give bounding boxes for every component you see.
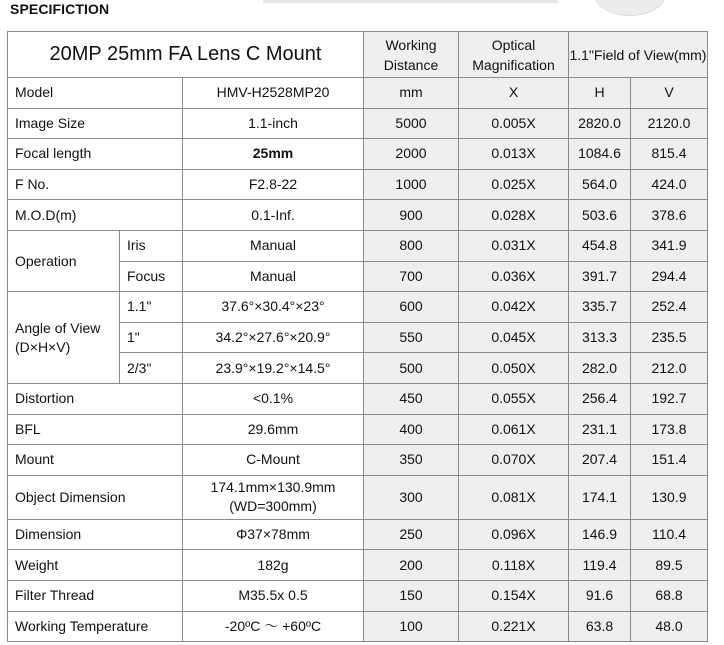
fov-v-cell: 424.0 bbox=[631, 169, 708, 200]
table-row bbox=[8, 611, 708, 642]
spec-label: Mount bbox=[8, 445, 183, 476]
spec-value: Φ37×78mm bbox=[183, 519, 364, 550]
spec-label: F No. bbox=[8, 169, 183, 200]
spec-label: BFL bbox=[8, 414, 183, 445]
mag-cell: 0.081X bbox=[459, 475, 569, 519]
spec-value: 25mm bbox=[183, 139, 364, 170]
spec-label: Image Size bbox=[8, 108, 183, 139]
spec-label: Weight bbox=[8, 550, 183, 581]
spec-value: 37.6°×30.4°×23° bbox=[183, 292, 364, 323]
fov-h-cell: 256.4 bbox=[569, 383, 631, 414]
table-header-row bbox=[8, 32, 708, 78]
spec-value: 34.2°×27.6°×20.9° bbox=[183, 322, 364, 353]
spec-label: Operation bbox=[8, 230, 120, 291]
fov-h-cell: 207.4 bbox=[569, 445, 631, 476]
table-row bbox=[8, 475, 708, 519]
fov-v-cell: 252.4 bbox=[631, 292, 708, 323]
wd-cell: 550 bbox=[364, 322, 459, 353]
fov-v-cell: 294.4 bbox=[631, 261, 708, 292]
fov-h-cell: 63.8 bbox=[569, 611, 631, 642]
fov-h-cell: 282.0 bbox=[569, 353, 631, 384]
fov-v-cell: 173.8 bbox=[631, 414, 708, 445]
fov-h-cell: 391.7 bbox=[569, 261, 631, 292]
spec-label: Object Dimension bbox=[8, 475, 183, 519]
wd-cell: 5000 bbox=[364, 108, 459, 139]
wd-cell: 700 bbox=[364, 261, 459, 292]
mag-cell: 0.118X bbox=[459, 550, 569, 581]
mag-cell: 0.055X bbox=[459, 383, 569, 414]
mag-cell: 0.045X bbox=[459, 322, 569, 353]
spec-value: Manual bbox=[183, 230, 364, 261]
wd-cell: 400 bbox=[364, 414, 459, 445]
wd-cell: 600 bbox=[364, 292, 459, 323]
fov-h-cell: 231.1 bbox=[569, 414, 631, 445]
table-row bbox=[8, 200, 708, 231]
spec-label: Working Temperature bbox=[8, 611, 183, 642]
fov-h-cell: 174.1 bbox=[569, 475, 631, 519]
fov-v-cell: 48.0 bbox=[631, 611, 708, 642]
wd-cell: 350 bbox=[364, 445, 459, 476]
table-row bbox=[8, 292, 708, 323]
spec-label: Model bbox=[8, 78, 183, 109]
product-title: 20MP 25mm FA Lens C Mount bbox=[8, 32, 364, 78]
spec-value: 29.6mm bbox=[183, 414, 364, 445]
spec-label: Dimension bbox=[8, 519, 183, 550]
fov-h-cell: 454.8 bbox=[569, 230, 631, 261]
fov-h-cell: 91.6 bbox=[569, 580, 631, 611]
mag-cell: 0.031X bbox=[459, 230, 569, 261]
wd-cell: 100 bbox=[364, 611, 459, 642]
wd-cell: 450 bbox=[364, 383, 459, 414]
mag-cell: 0.070X bbox=[459, 445, 569, 476]
mag-cell: 0.013X bbox=[459, 139, 569, 170]
wd-cell: 800 bbox=[364, 230, 459, 261]
table-row bbox=[8, 383, 708, 414]
table-row bbox=[8, 78, 708, 109]
spec-sublabel: 1.1" bbox=[120, 292, 183, 323]
mag-cell: 0.036X bbox=[459, 261, 569, 292]
fov-h-cell: 119.4 bbox=[569, 550, 631, 581]
spec-label: Angle of View (D×H×V) bbox=[8, 292, 120, 384]
wd-cell: 1000 bbox=[364, 169, 459, 200]
table-row bbox=[8, 230, 708, 261]
table-row bbox=[8, 445, 708, 476]
fov-v-cell: 89.5 bbox=[631, 550, 708, 581]
spec-label: Filter Thread bbox=[8, 580, 183, 611]
mag-cell: 0.221X bbox=[459, 611, 569, 642]
wd-cell: 150 bbox=[364, 580, 459, 611]
mag-cell: 0.050X bbox=[459, 353, 569, 384]
table-row bbox=[8, 139, 708, 170]
spec-sublabel: 2/3" bbox=[120, 353, 183, 384]
wd-cell: 2000 bbox=[364, 139, 459, 170]
wd-cell: 300 bbox=[364, 475, 459, 519]
fov-h-cell: 564.0 bbox=[569, 169, 631, 200]
fov-h-cell: 313.3 bbox=[569, 322, 631, 353]
wd-cell: 250 bbox=[364, 519, 459, 550]
spec-label: M.O.D(m) bbox=[8, 200, 183, 231]
spec-value: F2.8-22 bbox=[183, 169, 364, 200]
fov-v-cell: 110.4 bbox=[631, 519, 708, 550]
table-row bbox=[8, 414, 708, 445]
mag-cell: 0.005X bbox=[459, 108, 569, 139]
spec-value: <0.1% bbox=[183, 383, 364, 414]
fov-v-cell: 341.9 bbox=[631, 230, 708, 261]
fov-v-unit: V bbox=[631, 78, 708, 109]
working-distance-header: Working Distance bbox=[364, 32, 459, 78]
mag-cell: 0.061X bbox=[459, 414, 569, 445]
fov-h-cell: 146.9 bbox=[569, 519, 631, 550]
mag-cell: 0.028X bbox=[459, 200, 569, 231]
spec-value: -20ºC ～ +60ºC bbox=[183, 611, 364, 642]
spec-value: 23.9°×19.2°×14.5° bbox=[183, 353, 364, 384]
fov-v-cell: 2120.0 bbox=[631, 108, 708, 139]
spec-table bbox=[7, 31, 708, 642]
fov-h-cell: 335.7 bbox=[569, 292, 631, 323]
wd-unit: mm bbox=[364, 78, 459, 109]
mag-unit: X bbox=[459, 78, 569, 109]
mag-cell: 0.096X bbox=[459, 519, 569, 550]
table-row bbox=[8, 580, 708, 611]
fov-v-cell: 235.5 bbox=[631, 322, 708, 353]
fov-h-cell: 1084.6 bbox=[569, 139, 631, 170]
fov-v-cell: 378.6 bbox=[631, 200, 708, 231]
field-of-view-header: 1.1"Field of View(mm) bbox=[569, 32, 708, 78]
spec-value: 1.1-inch bbox=[183, 108, 364, 139]
spec-value: Manual bbox=[183, 261, 364, 292]
page-heading: SPECIFICTION bbox=[10, 1, 110, 17]
fov-v-cell: 68.8 bbox=[631, 580, 708, 611]
spec-label: Distortion bbox=[8, 383, 183, 414]
fov-v-cell: 815.4 bbox=[631, 139, 708, 170]
fov-v-cell: 130.9 bbox=[631, 475, 708, 519]
mag-cell: 0.025X bbox=[459, 169, 569, 200]
spec-value: 182g bbox=[183, 550, 364, 581]
mag-cell: 0.042X bbox=[459, 292, 569, 323]
fov-v-cell: 192.7 bbox=[631, 383, 708, 414]
fov-v-cell: 212.0 bbox=[631, 353, 708, 384]
mag-cell: 0.154X bbox=[459, 580, 569, 611]
fov-h-unit: H bbox=[569, 78, 631, 109]
table-row bbox=[8, 550, 708, 581]
spec-value: 174.1mm×130.9mm (WD=300mm) bbox=[183, 475, 364, 519]
table-row bbox=[8, 169, 708, 200]
spec-value: HMV-H2528MP20 bbox=[183, 78, 364, 109]
spec-sublabel: Iris bbox=[120, 230, 183, 261]
fov-h-cell: 2820.0 bbox=[569, 108, 631, 139]
table-row bbox=[8, 519, 708, 550]
wd-cell: 500 bbox=[364, 353, 459, 384]
spec-value: M35.5x 0.5 bbox=[183, 580, 364, 611]
fov-h-cell: 503.6 bbox=[569, 200, 631, 231]
fov-v-cell: 151.4 bbox=[631, 445, 708, 476]
decorative-bar bbox=[263, 0, 558, 3]
spec-value: C-Mount bbox=[183, 445, 364, 476]
wd-cell: 200 bbox=[364, 550, 459, 581]
lens-image-fragment bbox=[594, 0, 666, 16]
spec-sublabel: 1" bbox=[120, 322, 183, 353]
table-row bbox=[8, 108, 708, 139]
spec-value: 0.1-Inf. bbox=[183, 200, 364, 231]
optical-magnification-header: Optical Magnification bbox=[459, 32, 569, 78]
wd-cell: 900 bbox=[364, 200, 459, 231]
spec-label: Focal length bbox=[8, 139, 183, 170]
spec-sublabel: Focus bbox=[120, 261, 183, 292]
